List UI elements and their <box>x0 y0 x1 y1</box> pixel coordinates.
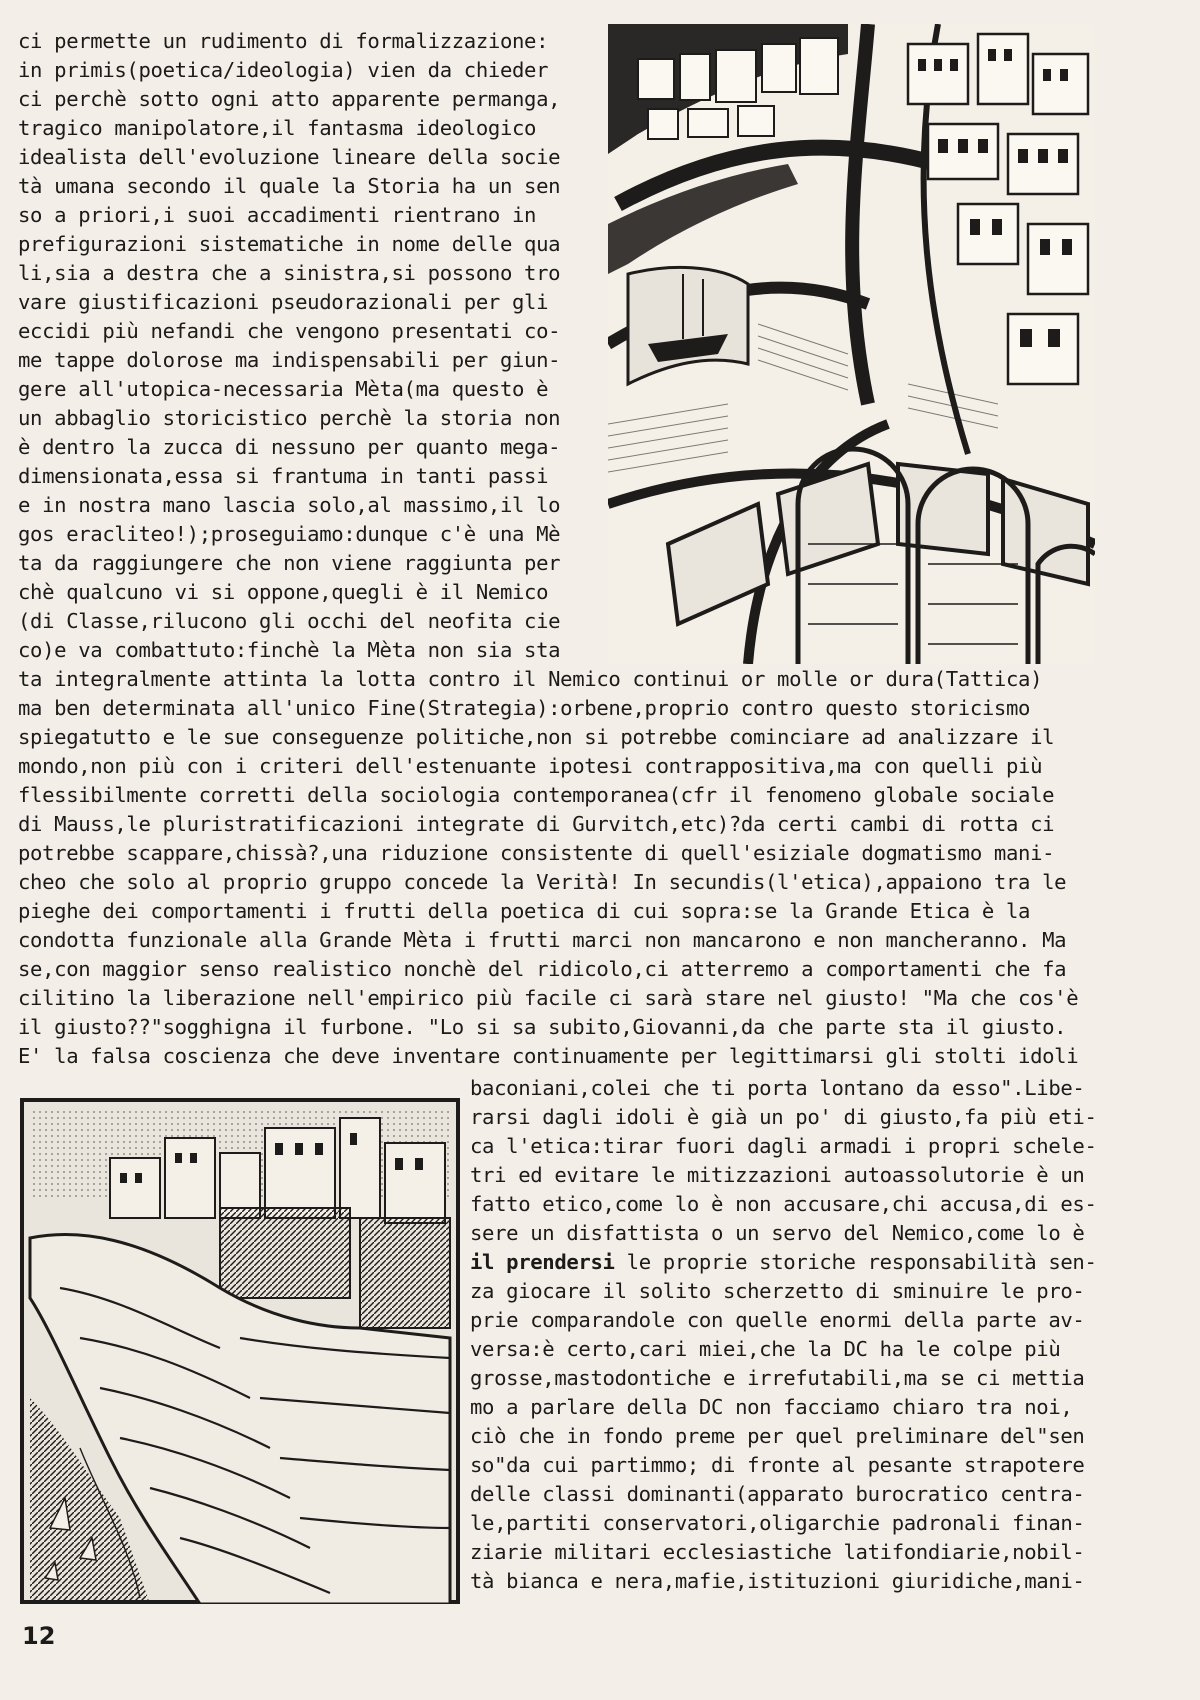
bold-phrase: il prendersi <box>470 1250 615 1274</box>
text-line: spiegatutto e le sue conseguenze politiche,non si potrebbe cominciare ad analizzare il <box>18 725 1055 749</box>
text-line: ciò che in fondo preme per quel preliminare del"sen <box>470 1424 1085 1448</box>
text-line: cheo che solo al proprio gruppo concede la Verità! In secundis(l'etica),appaiono tra le <box>18 870 1067 894</box>
text-line: ma ben determinata all'unico Fine(Strategia):orbene,proprio contro questo storicismo <box>18 696 1031 720</box>
page-number: 12 <box>22 1622 56 1650</box>
text-line: ci permette un rudimento di formalizzazione: <box>18 29 549 53</box>
text-line: tà bianca e nera,mafie,istituzioni giuridiche,mani- <box>470 1569 1085 1593</box>
text-line: baconiani,colei che ti porta lontano da esso".Libe- <box>470 1076 1085 1100</box>
woodcut-cliff-town-illustration <box>20 1098 460 1604</box>
text-line: E' la falsa coscienza che deve inventare continuamente per legittimarsi gli stolti idoli <box>18 1044 1079 1068</box>
text-line: tri ed evitare le mitizzazioni autoassolutorie è un <box>470 1163 1085 1187</box>
text-line: (di Classe,rilucono gli occhi del neofita cie <box>18 609 561 633</box>
text-line: condotta funzionale alla Grande Mèta i frutti marci non mancarono e non mancheranno. Ma <box>18 928 1067 952</box>
text-line: so"da cui partimmo; di fronte al pesante strapotere <box>470 1453 1085 1477</box>
text-line-bold <box>470 1248 1097 1277</box>
text-line: il giusto??"sogghigna il furbone. "Lo si sa subito,Giovanni,da che parte sta il giusto. <box>18 1015 1067 1039</box>
text-line: un abbaglio storicistico perchè la storia non <box>18 406 561 430</box>
text-line: cilitino la liberazione nell'empirico più facile ci sarà stare nel giusto! "Ma che cos'è <box>18 986 1079 1010</box>
text-line: vare giustificazioni pseudorazionali per gli <box>18 290 549 314</box>
text-line: prie comparandole con quelle enormi della parte av- <box>470 1308 1085 1332</box>
text-line: ta da raggiungere che non viene raggiunta per <box>18 551 561 575</box>
text-line: ziarie militari ecclesiastiche latifondiarie,nobil- <box>470 1540 1085 1564</box>
text-line: ca l'etica:tirar fuori dagli armadi i propri schele- <box>470 1134 1097 1158</box>
text-line: za giocare il solito scherzetto di sminuire le pro- <box>470 1279 1085 1303</box>
text-line: tragico manipolatore,il fantasma ideologico <box>18 116 537 140</box>
text-line: fatto etico,come lo è non accusare,chi accusa,di es- <box>470 1192 1097 1216</box>
text-line: li,sia a destra che a sinistra,si possono tro <box>18 261 561 285</box>
woodcut-town-drawing <box>608 24 1095 664</box>
text-line: potrebbe scappare,chissà?,una riduzione consistente di quell'esiziale dogmatismo mani- <box>18 841 1055 865</box>
text-line: grosse,mastodontiche e irrefutabili,ma se ci mettia <box>470 1366 1085 1390</box>
text-line: gere all'utopica-necessaria Mèta(ma questo è <box>18 377 549 401</box>
text-line: pieghe dei comportamenti i frutti della poetica di cui sopra:se la Grande Etica è la <box>18 899 1031 923</box>
text-line: rarsi dagli idoli è già un po' di giusto,fa più eti- <box>470 1105 1097 1129</box>
text-line: ta integralmente attinta la lotta contro il Nemico continui or molle or dura(Tattica) <box>18 667 1043 691</box>
text-line: flessibilmente corretti della sociologia contemporanea(cfr il fenomeno globale sociale <box>18 783 1055 807</box>
woodcut-cliff-drawing <box>20 1098 460 1604</box>
text-line: delle classi dominanti(apparato burocratico centra- <box>470 1482 1085 1506</box>
text-line: tà umana secondo il quale la Storia ha un sen <box>18 174 561 198</box>
text-line: eccidi più nefandi che vengono presentati co- <box>18 319 561 343</box>
text-line: se,con maggior senso realistico nonchè del ridicolo,ci atterremo a comportamenti che fa <box>18 957 1067 981</box>
text-line: dimensionata,essa si frantuma in tanti passi <box>18 464 549 488</box>
text-line: co)e va combattuto:finchè la Mèta non sia sta <box>18 638 561 662</box>
text-line: di Mauss,le pluristratificazioni integrate di Gurvitch,etc)?da certi cambi di rotta ci <box>18 812 1055 836</box>
text-line: prefigurazioni sistematiche in nome delle qua <box>18 232 561 256</box>
text-line: so a priori,i suoi accadimenti rientrano in <box>18 203 537 227</box>
text-line: mo a parlare della DC non facciamo chiaro tra noi, <box>470 1395 1073 1419</box>
text-line: e in nostra mano lascia solo,al massimo,il lo <box>18 493 561 517</box>
text-line: mondo,non più con i criteri dell'estenuante ipotesi contrappositiva,ma con quelli più <box>18 754 1043 778</box>
text-line: le,partiti conservatori,oligarchie padronali finan- <box>470 1511 1085 1535</box>
text-line: idealista dell'evoluzione lineare della socie <box>18 145 561 169</box>
text-line: versa:è certo,cari miei,che la DC ha le colpe più <box>470 1337 1061 1361</box>
text-line: in primis(poetica/ideologia) vien da chieder <box>18 58 549 82</box>
text-line: è dentro la zucca di nessuno per quanto mega- <box>18 435 561 459</box>
text-line: me tappe dolorose ma indispensabili per giun- <box>18 348 561 372</box>
text-line: ci perchè sotto ogni atto apparente permanga, <box>18 87 561 111</box>
text-line: sere un disfattista o un servo del Nemico,come lo è <box>470 1221 1085 1245</box>
bold-line-rest: le proprie storiche responsabilità sen- <box>614 1250 1097 1274</box>
woodcut-town-illustration <box>608 24 1095 664</box>
text-line: chè qualcuno vi si oppone,quegli è il Nemico <box>18 580 549 604</box>
text-line: gos eracliteo!);proseguiamo:dunque c'è una Mè <box>18 522 561 546</box>
